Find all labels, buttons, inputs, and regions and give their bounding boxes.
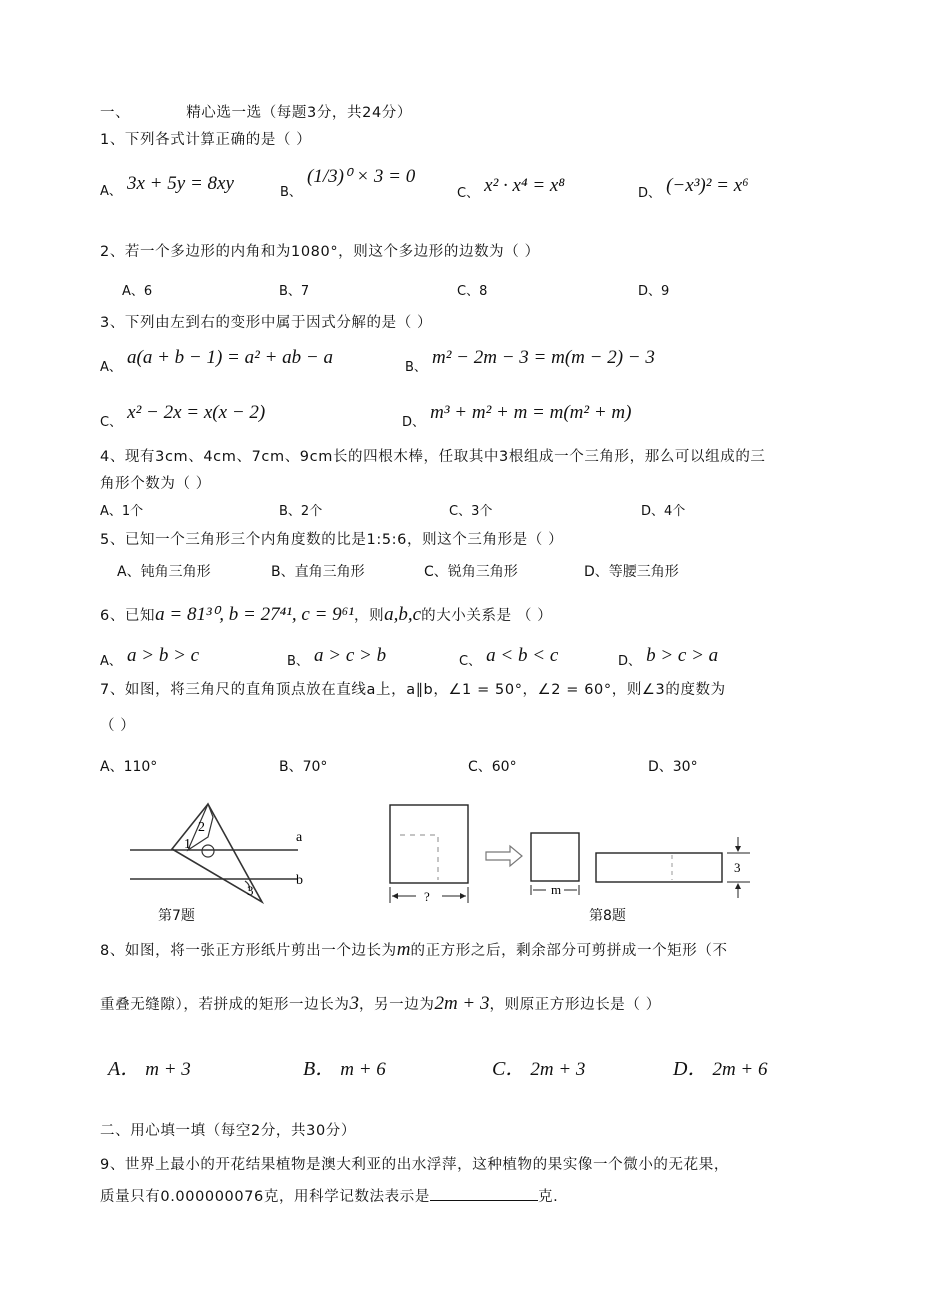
q8-d-label: D． (673, 1058, 708, 1080)
fig8-label-3: 3 (734, 860, 741, 875)
q3-option-c (100, 402, 266, 430)
q8-a-expr: m + 3 (145, 1059, 191, 1080)
q1-option-a (100, 173, 234, 199)
q8-line2 (100, 994, 661, 1015)
q4-option-b: B、2个 (279, 504, 323, 519)
q3-d-expr: m³ + m² + m = m(m² + m) (430, 402, 632, 423)
q6-d-expr: b > c > a (646, 645, 719, 666)
fig8-original-square (390, 805, 468, 883)
q2-option-a: A、6 (122, 284, 153, 299)
fig7-label-a: a (296, 830, 303, 845)
q1-d-expr: (−x³)² = x⁶ (666, 175, 749, 196)
q8-line1-start: 8、如图，将一张正方形纸片剪出一个边长为 (100, 943, 397, 959)
q6-vars: a,b,c (384, 604, 422, 625)
fig8-rectangle (596, 853, 722, 882)
q6-mid: ，则 (353, 608, 385, 624)
q3-option-d (402, 402, 632, 430)
q7-line2: （ ） (100, 718, 136, 734)
q5-option-a: A、钝角三角形 (117, 564, 211, 580)
figure-7 (120, 795, 320, 930)
q3-b-label: B、 (405, 360, 427, 375)
q8-c-label: C． (492, 1058, 526, 1080)
q6-option-a (100, 645, 199, 668)
q3-option-a (100, 347, 333, 375)
q9-line2-end: 克. (537, 1189, 559, 1205)
q9-line2 (100, 1184, 558, 1207)
q8-line1 (100, 940, 728, 961)
fig8-cut-line (400, 835, 438, 880)
q8-d-expr: 2m + 6 (712, 1059, 768, 1080)
q8-value-3: 3 (349, 993, 359, 1014)
q3-option-b (405, 347, 655, 375)
q8-line2-end: ，则原正方形边长是（ ） (489, 997, 661, 1013)
fig8-label-m: m (551, 882, 562, 897)
q1-c-expr: x² · x⁴ = x⁸ (484, 175, 565, 196)
q4-line2: 角形个数为（ ） (100, 476, 211, 492)
section-2-heading: 二、用心填一填（每空2分，共30分） (100, 1123, 356, 1139)
fig8-height-arrow-top (735, 846, 741, 852)
q1-option-d (638, 175, 749, 201)
q4-option-d: D、4个 (641, 504, 686, 519)
q7-option-d: D、30° (648, 759, 698, 775)
q8-var-m: m (396, 939, 411, 960)
q7-line1: 7、如图，将三角尺的直角顶点放在直线a上，a∥b，∠1 = 50°，∠2 = 60°，则∠3的度数为 (100, 682, 726, 698)
q6-option-d (618, 645, 718, 668)
q8-line2-start: 重叠无缝隙），若拼成的矩形一边长为 (100, 997, 350, 1013)
q2-option-d: D、9 (638, 284, 670, 299)
fig8-label-question: ? (424, 889, 430, 904)
q3-c-expr: x² − 2x = x(x − 2) (127, 402, 266, 423)
fig7-label-b: b (296, 873, 303, 888)
fig8-arrowhead-right (460, 893, 466, 899)
q8-option-c (492, 1052, 585, 1081)
section-1-title: 精心选一选（每题3分，共24分） (186, 105, 412, 121)
q1-a-expr: 3x + 5y = 8xy (127, 173, 234, 194)
q3-a-label: A、 (100, 360, 122, 375)
fig8-height-arrow-bottom (735, 883, 741, 889)
q8-value-2m3: 2m + 3 (434, 993, 490, 1014)
q4-option-c: C、3个 (449, 504, 493, 519)
fig8-cut-square (531, 833, 579, 881)
q6-c-expr: a < b < c (486, 645, 559, 666)
q8-option-d (673, 1052, 768, 1081)
q6-b-label: B、 (287, 654, 309, 669)
q8-line2-mid: ，另一边为 (358, 997, 435, 1013)
fig7-label-1: 1 (184, 837, 191, 852)
q6-c-label: C、 (459, 654, 482, 669)
figure-8 (380, 795, 760, 910)
q8-b-expr: m + 6 (340, 1059, 386, 1080)
q6-definition-expr: a = 81³⁰, b = 27⁴¹, c = 9⁶¹ (155, 604, 354, 625)
q4-line1: 4、现有3cm、4cm、7cm、9cm长的四根木棒，任取其中3根组成一个三角形，那么可以组成的三 (100, 449, 766, 465)
q9-line1: 9、世界上最小的开花结果植物是澳大利亚的出水浮萍，这种植物的果实像一个微小的无花果， (100, 1157, 729, 1173)
q4-option-a: A、1个 (100, 504, 144, 519)
q2-option-c: C、8 (457, 284, 488, 299)
q8-a-label: A． (108, 1058, 141, 1080)
q3-d-label: D、 (402, 415, 426, 430)
q1-a-label: A、 (100, 184, 122, 199)
q1-option-b (280, 165, 416, 200)
fig8-arrowhead-left (392, 893, 398, 899)
q2-option-b: B、7 (279, 284, 310, 299)
q7-option-b: B、70° (279, 759, 328, 775)
q6-b-expr: a > c > b (314, 645, 387, 666)
q6-suffix: 的大小关系是 （ ） (421, 608, 553, 624)
fig7-right-angle-mark (202, 845, 214, 857)
q8-b-label: B． (303, 1058, 336, 1080)
q6-stem (100, 605, 552, 626)
q6-d-label: D、 (618, 654, 642, 669)
q2-stem: 2、若一个多边形的内角和为1080°，则这个多边形的边数为（ ） (100, 244, 540, 260)
fig7-caption: 第7题 (158, 908, 195, 924)
q1-d-label: D、 (638, 186, 662, 201)
q6-option-c (459, 645, 558, 668)
q1-stem: 1、下列各式计算正确的是（ ） (100, 132, 312, 148)
fig7-label-2: 2 (198, 820, 205, 835)
q6-a-label: A、 (100, 654, 122, 669)
q1-c-label: C、 (457, 186, 480, 201)
q8-line1-end: 的正方形之后，剩余部分可剪拼成一个矩形（不 (410, 943, 728, 959)
q5-stem: 5、已知一个三角形三个内角度数的比是1:5:6，则这个三角形是（ ） (100, 532, 564, 548)
fig7-label-3: 3 (247, 883, 254, 898)
q1-b-expr: (1/3)⁰ × 3 = 0 (307, 166, 416, 187)
q9-answer-blank[interactable] (430, 1184, 538, 1201)
q6-option-b (287, 645, 386, 668)
q3-b-expr: m² − 2m − 3 = m(m − 2) − 3 (432, 347, 655, 368)
q7-option-c: C、60° (468, 759, 517, 775)
fig8-caption: 第8题 (589, 908, 626, 924)
q3-a-expr: a(a + b − 1) = a² + ab − a (127, 347, 333, 368)
fig8-transform-arrow (486, 846, 522, 866)
q6-a-expr: a > b > c (127, 645, 200, 666)
q9-line2-start: 质量只有0.000000076克，用科学记数法表示是 (100, 1189, 430, 1205)
q8-option-a (108, 1052, 191, 1081)
q7-option-a: A、110° (100, 759, 158, 775)
q5-option-b: B、直角三角形 (271, 564, 365, 580)
q3-c-label: C、 (100, 415, 123, 430)
q3-stem: 3、下列由左到右的变形中属于因式分解的是（ ） (100, 315, 433, 331)
q5-option-d: D、等腰三角形 (584, 564, 679, 580)
section-1-number: 一、 (100, 105, 131, 121)
q5-option-c: C、锐角三角形 (424, 564, 518, 580)
q1-option-c (457, 175, 565, 201)
q8-c-expr: 2m + 3 (530, 1059, 586, 1080)
section-1-heading (100, 103, 412, 123)
q6-prefix: 6、已知 (100, 608, 156, 624)
q1-b-label: B、 (280, 185, 302, 200)
q8-option-b (303, 1052, 386, 1081)
